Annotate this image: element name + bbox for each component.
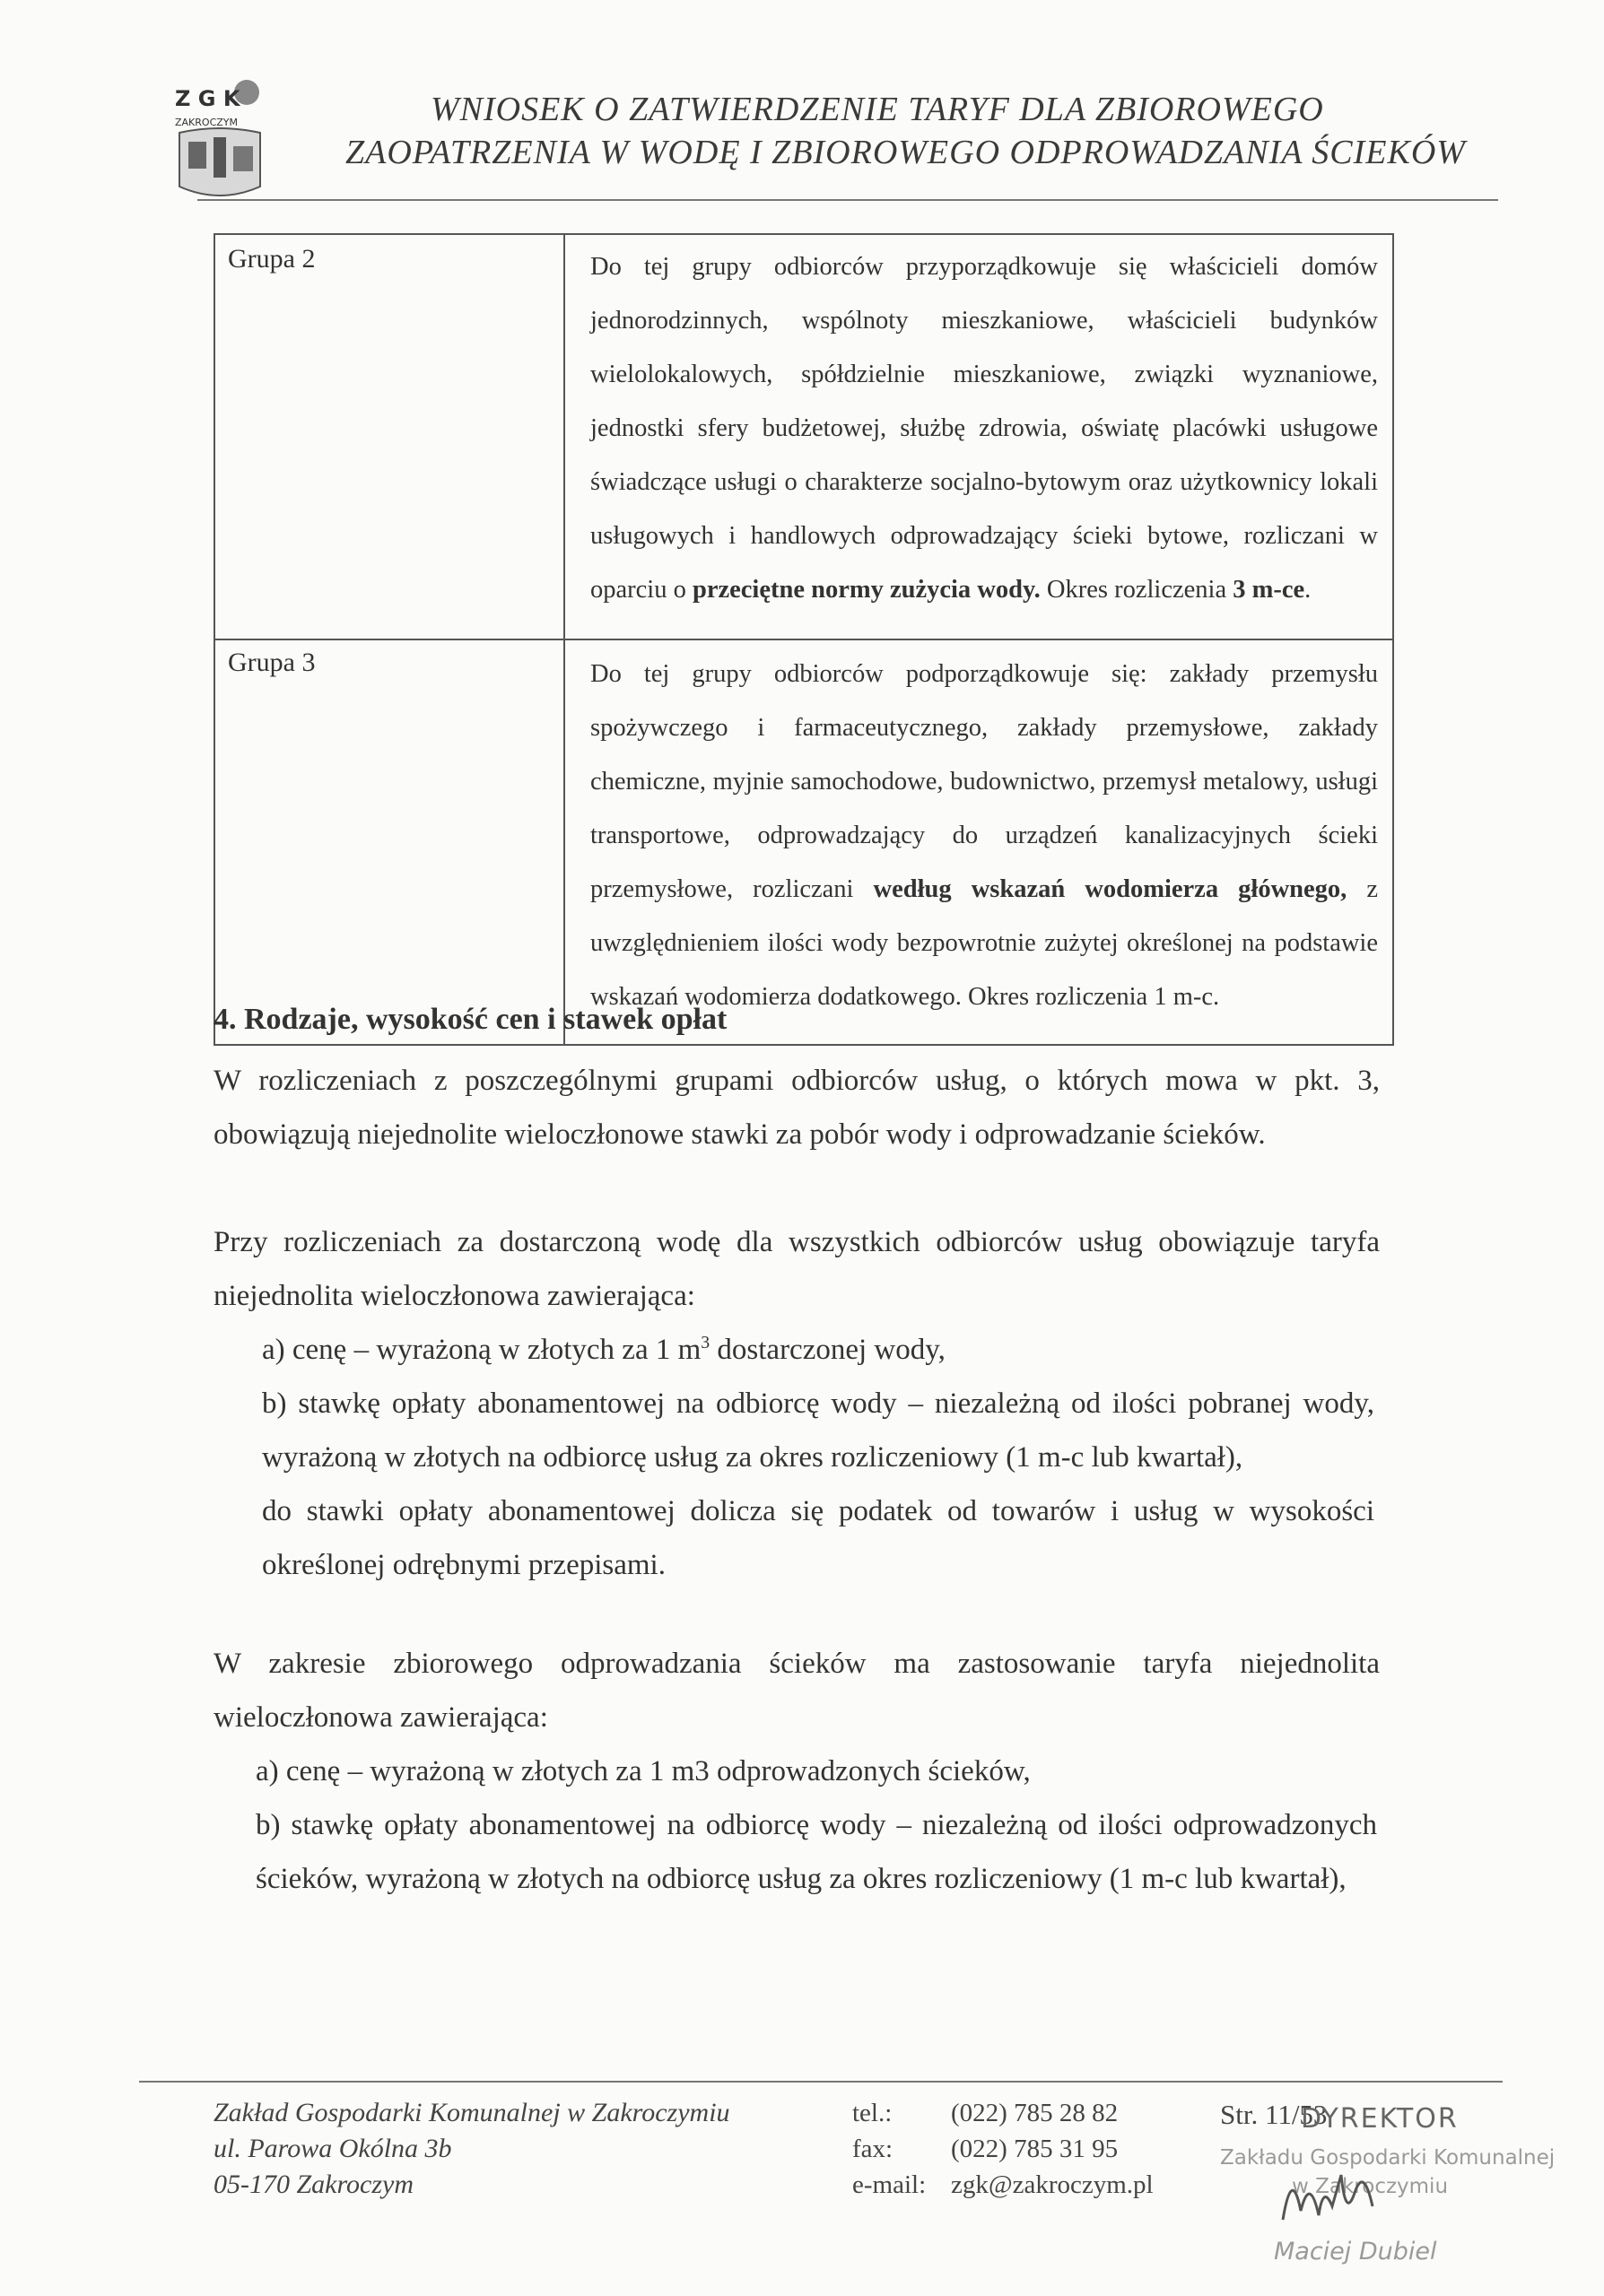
page-number: Str. 11/53 xyxy=(1220,2099,1328,2130)
group-desc-text: Do tej grupy odbiorców przyporządkowuje się właścicieli domów jednorodzinnych, wspólnoty mieszkaniowe, właścicieli budynków wielolokalowych, spółdzielnie mieszkaniowe, związki wyznaniowe, jednostki sfery budżetowej, służbę zdrowia, oświatę placówki usługowe świadczące usługi o charakterze socjalno-bytowym oraz użytkownicy lokali usługowych i handlowych odprowadzający ścieki bytowe, rozliczani w oparciu o xyxy=(590,253,1378,604)
director-stamp xyxy=(1202,2103,1561,2283)
list-item-text: dostarczonej wody, xyxy=(710,1334,946,1366)
stamp-line: Zakładu Gospodarki Komunalnej xyxy=(1220,2146,1556,2170)
footer-fax xyxy=(852,2131,1154,2167)
list-item: b) stawkę opłaty abonamentowej na odbiorcę wody – niezależną od ilości pobranej wody, wyrażoną w złotych na odbiorcę usług za okres rozliczeniowy (1 m-c lub kwartał), xyxy=(262,1387,1374,1474)
group-desc-text: . xyxy=(1304,576,1312,604)
list-item-text: a) cenę – wyrażoną w złotych za 1 m xyxy=(262,1334,702,1366)
paragraph xyxy=(214,1054,1380,1161)
footer-email xyxy=(852,2167,1154,2203)
group-name: Grupa 3 xyxy=(214,639,564,1045)
footer-contact xyxy=(852,2095,1154,2203)
header-divider xyxy=(197,199,1498,201)
company-logo xyxy=(161,70,278,204)
stamp-title: DYREKTOR xyxy=(1301,2103,1459,2135)
paragraph-text: W zakresie zbiorowego odprowadzania ścieków ma zastosowanie taryfa niejednolita wieloczłonowa zawierająca: xyxy=(214,1648,1380,1734)
table-row xyxy=(214,234,1393,639)
customer-groups-table xyxy=(214,233,1394,1046)
group-desc-text: Do tej grupy odbiorców podporządkowuje się: zakłady przemysłu spożywczego i farmaceutycznego, zakłady przemysłowe, zakłady chemiczne, myjnie samochodowe, budownictwo, przemysł metalowy, usługi transportowe, odprowadzający do urządzeń kanalizacyjnych ścieki przemysłowe, rozliczani xyxy=(590,660,1378,903)
fax-value: (022) 785 31 95 xyxy=(951,2135,1119,2163)
list-note: do stawki opłaty abonamentowej dolicza się podatek od towarów i usług w wysokości określonej odrębnymi przepisami. xyxy=(262,1495,1374,1581)
section-title: Rodzaje, wysokość cen i stawek opłat xyxy=(244,1003,728,1036)
svg-text:Z G K: Z G K xyxy=(175,86,240,111)
group-desc-text: Okres rozliczenia xyxy=(1040,576,1234,604)
group-desc-bold: 3 m-ce xyxy=(1233,576,1305,604)
header-title-line2: ZAOPATRZENIA W WODĘ I ZBIOROWEGO ODPROWADZANIA ŚCIEKÓW xyxy=(345,134,1466,171)
table-row xyxy=(214,639,1393,1045)
list-item: a) cenę – wyrażoną w złotych za 1 m3 odprowadzonych ścieków, xyxy=(256,1755,1031,1787)
email-label: e-mail: xyxy=(852,2170,927,2199)
paragraph-text: Przy rozliczeniach za dostarczoną wodę dla wszystkich odbiorców usług obowiązuje taryfa niejednolita wieloczłonowa zawierająca: xyxy=(214,1226,1380,1312)
fax-label: fax: xyxy=(852,2135,894,2163)
header-title-line1: WNIOSEK O ZATWIERDZENIE TARYF DLA ZBIOROWEGO xyxy=(431,91,1324,128)
footer-city: 05-170 Zakroczym xyxy=(214,2170,414,2199)
group-description xyxy=(564,639,1393,1045)
paragraph-text: W rozliczeniach z poszczególnymi grupami odbiorców usług, o których mowa w pkt. 3, obowiązują niejednolite wieloczłonowe stawki za pobór wody i odprowadzanie ścieków. xyxy=(214,1065,1380,1151)
tel-value: (022) 785 28 82 xyxy=(951,2099,1119,2127)
list-item xyxy=(262,1323,1374,1377)
footer-address xyxy=(214,2095,730,2203)
page-header xyxy=(153,63,1498,206)
group-desc-text: z uwzględnieniem ilości wody bezpowrotnie zużytej określonej na podstawie wskazań wodomierza dodatkowego. Okres rozliczenia 1 m-c. xyxy=(590,875,1378,1011)
footer-company: Zakład Gospodarki Komunalnej w Zakroczymiu xyxy=(214,2098,730,2127)
paragraph xyxy=(214,1215,1380,1323)
group-name: Grupa 2 xyxy=(214,234,564,639)
tel-label: tel.: xyxy=(852,2099,893,2127)
paragraph xyxy=(214,1637,1380,1744)
section-number: 4. xyxy=(214,1003,237,1036)
stamp-name: Maciej Dubiel xyxy=(1274,2238,1437,2266)
superscript: 3 xyxy=(701,1333,710,1352)
list-item: b) stawkę opłaty abonamentowej na odbiorcę wody – niezależną od ilości odprowadzonych ścieków, wyrażoną w złotych na odbiorcę usług za okres rozliczeniowy (1 m-c lub kwartał), xyxy=(256,1809,1377,1895)
footer-tel xyxy=(852,2095,1154,2131)
group-description xyxy=(564,234,1393,639)
section-heading xyxy=(214,1003,727,1037)
group-desc-bold: według wskazań wodomierza głównego, xyxy=(873,875,1347,903)
group-desc-bold: przeciętne normy zużycia wody. xyxy=(692,576,1041,604)
signature xyxy=(1274,2157,1399,2238)
stamp-line: w Zakroczymiu xyxy=(1292,2175,1449,2198)
email-value: zgk@zakroczym.pl xyxy=(951,2170,1154,2199)
water-tariff-list xyxy=(262,1323,1374,1592)
footer-street: ul. Parowa Okólna 3b xyxy=(214,2134,452,2163)
sewage-tariff-list xyxy=(256,1744,1377,1906)
footer-divider xyxy=(139,2081,1503,2083)
svg-text:ZAKROCZYM: ZAKROCZYM xyxy=(175,117,239,128)
